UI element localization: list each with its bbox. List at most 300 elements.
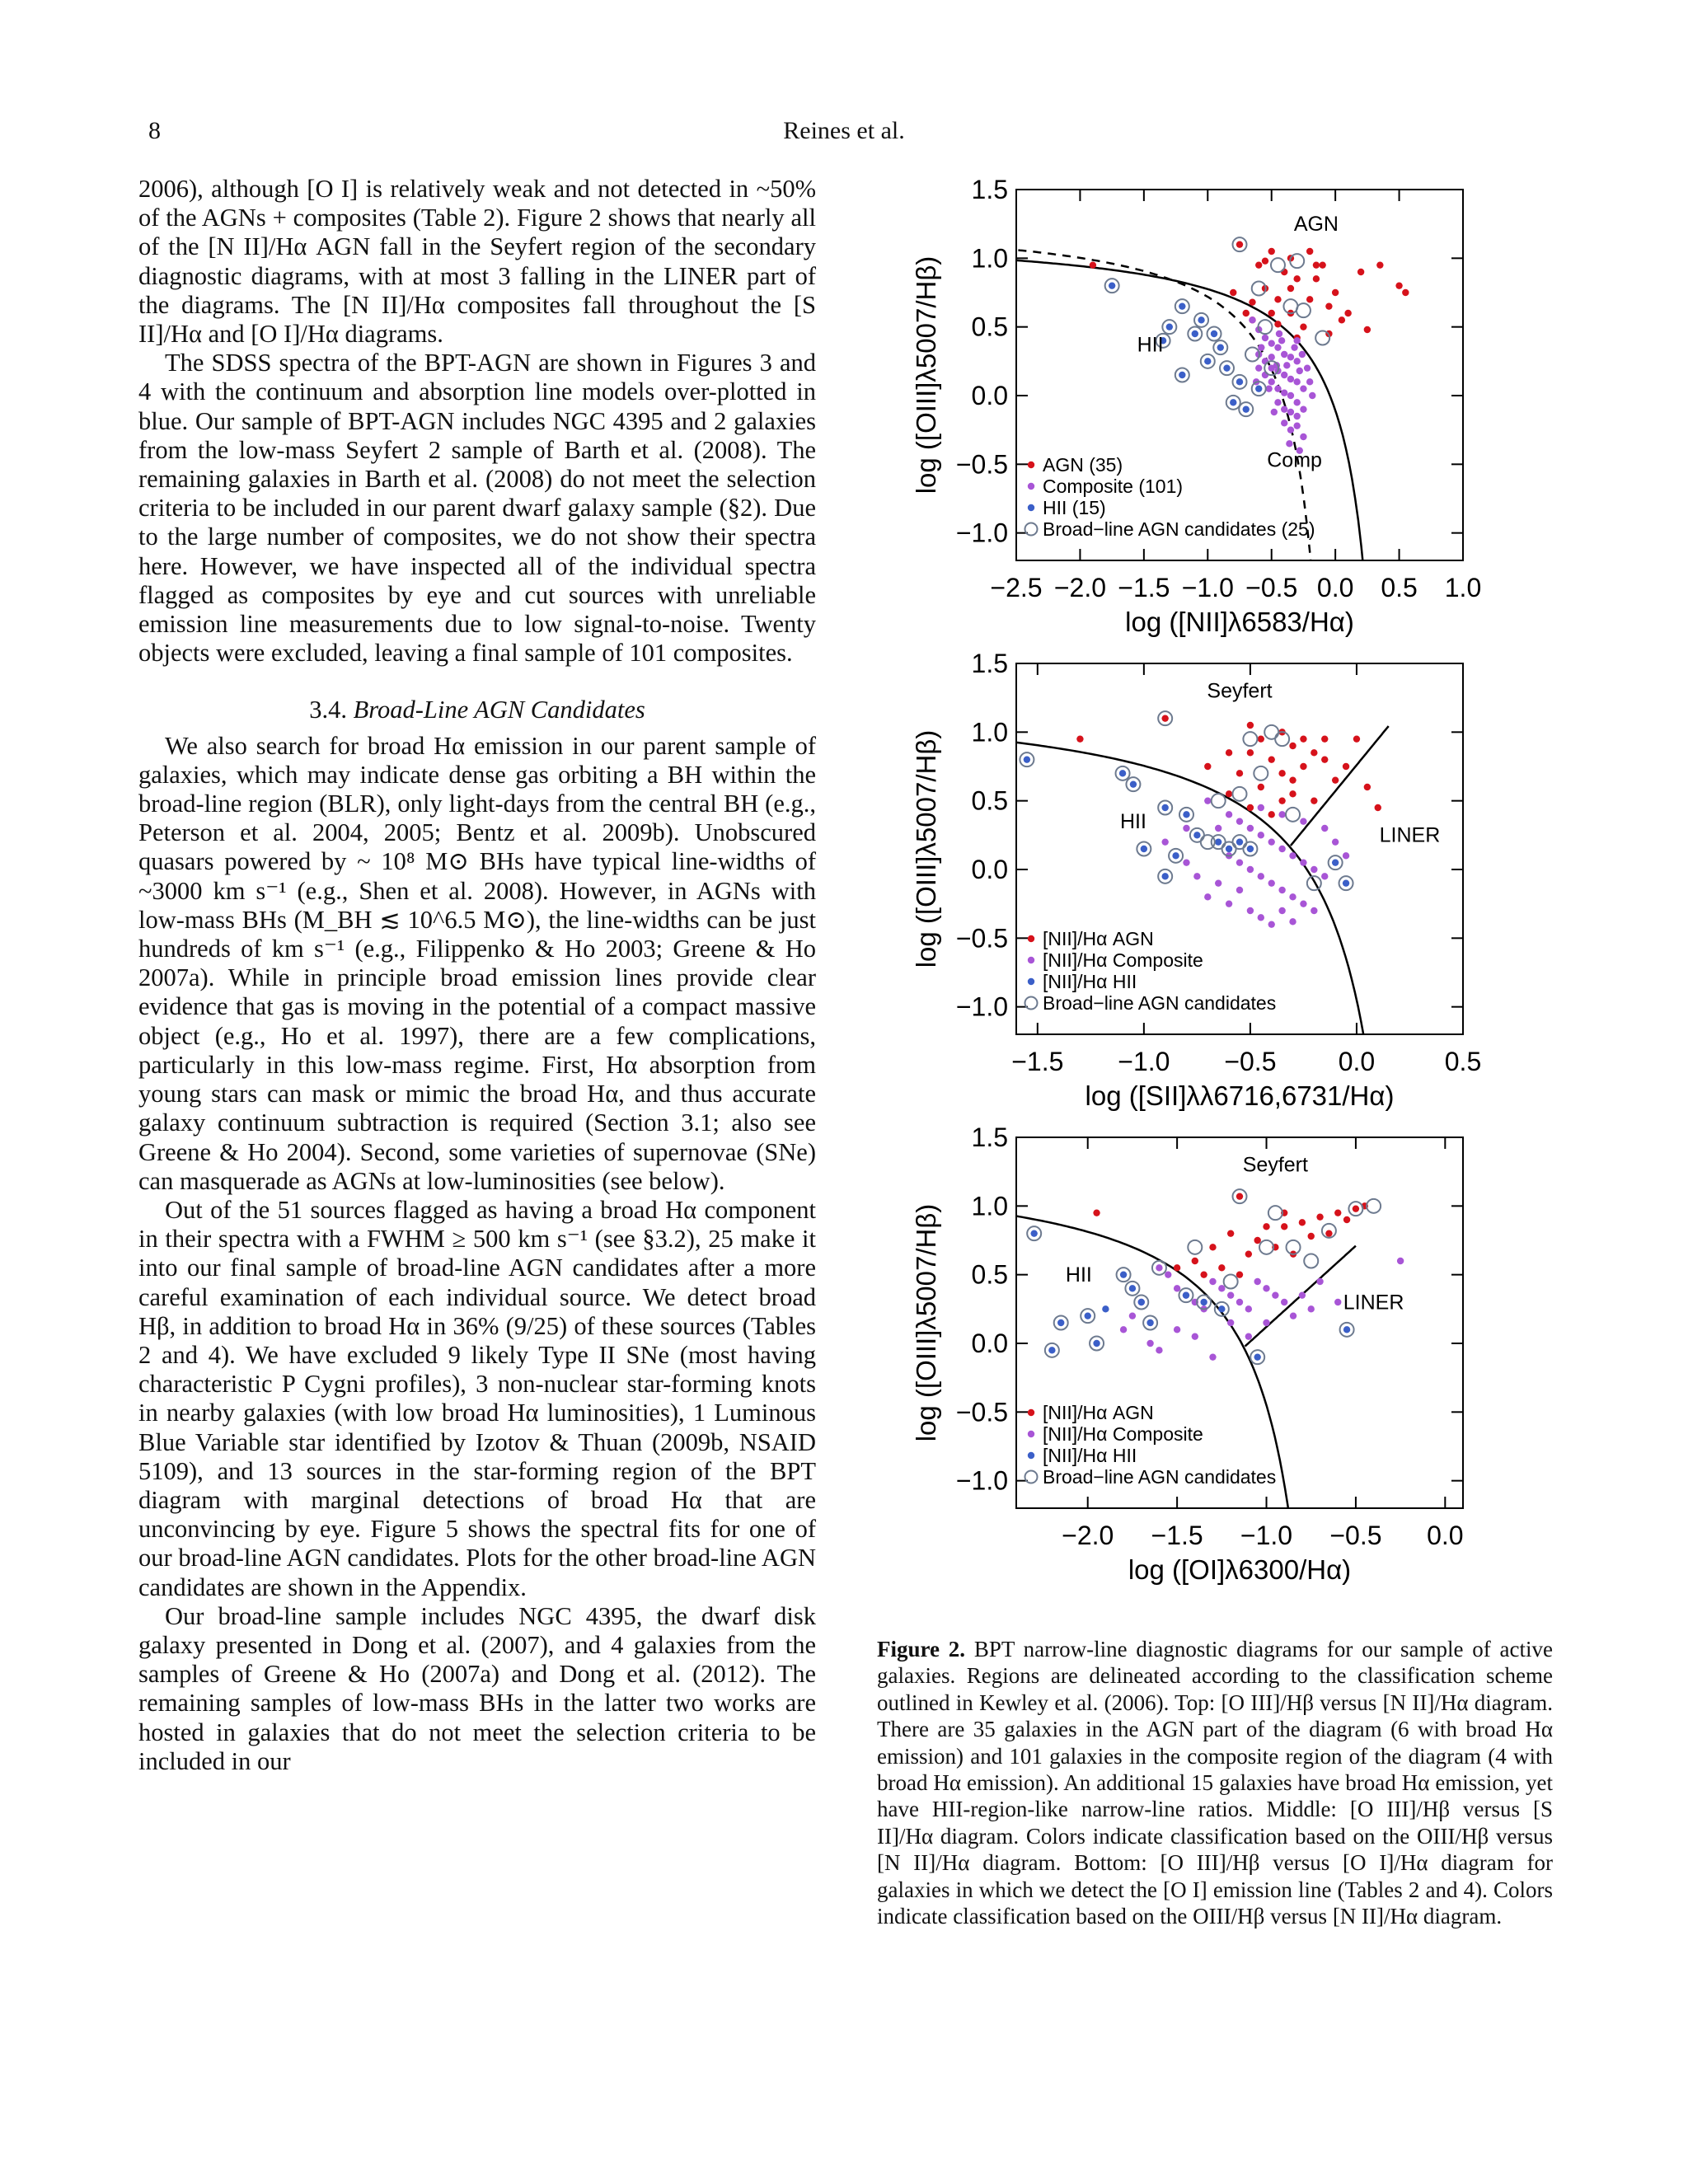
data-point-composite	[1263, 1285, 1269, 1291]
legend-marker	[1028, 935, 1034, 942]
legend-label: [NII]/Hα HII	[1043, 971, 1137, 992]
legend-marker	[1028, 1452, 1034, 1459]
y-tick-label: 0.0	[971, 1329, 1008, 1358]
data-point-hii	[1193, 832, 1200, 838]
data-point-composite	[1274, 399, 1281, 405]
data-point-composite	[1204, 797, 1211, 804]
data-point-agn	[1376, 261, 1383, 268]
data-point-composite	[1218, 1285, 1225, 1291]
paragraph-2: The SDSS spectra of the BPT-AGN are shown in Figures 3 and 4 with the continuum and absorption line models over-plotted in blue. Our sample of BPT-AGN includes NGC 4395 and 2 galaxies from the low-mass Seyfert 2 sample of Barth et al. (2008). The remaining galaxies in Barth et al. (2008) do not meet the selection criteria to be included in our parent dwarf galaxy sample (§2). Due to the large number of composites, we do not show their spectra here. However, we have inspected all of the individual spectra flagged as composites by eye and cut sources with unreliable emission line measurements due to low signal-to-noise. Twenty objects were excluded, leaving a final sample of 101 composites.	[138, 349, 816, 668]
data-point-composite	[1287, 354, 1294, 360]
data-point-composite	[1129, 1312, 1136, 1319]
data-point-composite	[1236, 887, 1243, 893]
data-point-hii	[1109, 282, 1115, 288]
data-point-composite	[1268, 378, 1275, 385]
data-point-hii	[1230, 399, 1236, 405]
data-point-composite	[1343, 852, 1349, 859]
data-point-composite	[1236, 818, 1243, 824]
running-header	[0, 117, 1688, 150]
data-point-agn	[1300, 735, 1306, 742]
data-point-composite	[1156, 1347, 1162, 1353]
data-point-agn	[1274, 296, 1281, 302]
y-tick-label: 1.0	[971, 1191, 1008, 1221]
data-point-agn	[1200, 1271, 1207, 1277]
data-point-hii	[1215, 838, 1221, 845]
data-point-composite	[1293, 413, 1300, 419]
data-point-agn	[1204, 763, 1211, 770]
data-point-composite	[1300, 859, 1306, 865]
data-point-composite	[1268, 879, 1275, 886]
data-point-hii	[1102, 1305, 1109, 1312]
data-point-agn	[1325, 302, 1332, 309]
data-point-composite	[1247, 907, 1254, 914]
data-point-hii	[1211, 330, 1217, 337]
data-point-composite	[1226, 811, 1232, 818]
data-point-agn	[1300, 323, 1306, 330]
data-point-agn	[1311, 797, 1317, 804]
data-point-composite	[1227, 1291, 1234, 1298]
x-tick-label: 0.0	[1338, 1047, 1376, 1076]
data-point-agn	[1278, 797, 1285, 804]
legend-label: [NII]/Hα HII	[1043, 1445, 1137, 1466]
data-point-broad-line	[1296, 303, 1311, 317]
data-point-agn	[1236, 1193, 1243, 1199]
data-point-composite	[1156, 1264, 1162, 1271]
data-point-hii	[1048, 1347, 1055, 1353]
data-point-composite	[1300, 405, 1306, 412]
data-point-broad-line	[1271, 258, 1285, 272]
y-tick-label: 0.5	[971, 785, 1008, 816]
legend-marker	[1028, 978, 1034, 985]
x-tick-label: 0.0	[1316, 573, 1354, 602]
data-point-agn	[1274, 321, 1281, 327]
x-tick-label: −1.0	[1118, 1047, 1170, 1076]
data-point-agn	[1254, 1237, 1260, 1244]
section-title: Broad-Line AGN Candidates	[353, 696, 645, 724]
data-point-composite	[1278, 846, 1285, 852]
data-point-hii	[1217, 344, 1224, 350]
data-point-composite	[1287, 409, 1294, 415]
data-point-agn	[1247, 722, 1254, 729]
data-point-composite	[1309, 392, 1315, 399]
data-point-agn	[1306, 248, 1313, 255]
data-point-composite	[1281, 389, 1287, 396]
x-tick-label: −0.5	[1329, 1521, 1382, 1550]
x-axis-label: log ([SII]λλ6716,6731/Hα)	[1085, 1080, 1395, 1111]
data-point-hii	[1093, 1340, 1100, 1347]
data-point-composite	[1165, 1271, 1171, 1277]
data-point-composite	[1289, 893, 1296, 900]
data-point-composite	[1274, 385, 1281, 391]
data-point-hii	[1226, 846, 1232, 852]
data-point-broad-line	[1243, 732, 1257, 746]
data-point-composite	[1281, 1299, 1287, 1305]
data-point-broad-line	[1233, 787, 1247, 801]
data-point-hii	[1343, 879, 1349, 886]
y-tick-label: −1.0	[955, 991, 1008, 1022]
data-point-composite	[1278, 907, 1285, 914]
data-point-composite	[1281, 419, 1287, 426]
data-point-composite	[1332, 838, 1339, 845]
data-point-broad-line	[1254, 766, 1268, 780]
y-axis-label: log ([OIII]λ5007/Hβ)	[911, 255, 941, 494]
legend-marker	[1025, 997, 1038, 1010]
x-tick-label: 0.5	[1381, 573, 1418, 602]
data-point-broad-line	[1264, 725, 1278, 739]
data-point-composite	[1306, 378, 1313, 385]
data-point-agn	[1300, 763, 1306, 770]
region-label: Seyfert	[1207, 679, 1273, 703]
data-point-composite	[1281, 351, 1287, 358]
data-point-composite	[1254, 1278, 1260, 1285]
data-point-hii	[1223, 364, 1230, 371]
legend-label: Composite (101)	[1043, 476, 1184, 497]
y-tick-label: 1.0	[971, 243, 1008, 274]
data-point-agn	[1289, 743, 1296, 749]
data-point-agn	[1076, 735, 1083, 742]
y-tick-label: −1.0	[955, 1465, 1008, 1496]
y-tick-label: 0.0	[971, 381, 1008, 410]
data-point-agn	[1319, 261, 1325, 268]
data-point-hii	[1166, 323, 1173, 330]
data-point-broad-line	[1367, 1199, 1381, 1213]
region-label: AGN	[1293, 213, 1339, 236]
running-title: Reines et al.	[783, 117, 905, 144]
data-point-composite	[1334, 1299, 1341, 1305]
data-point-composite	[1247, 866, 1254, 873]
data-point-agn	[1343, 763, 1349, 770]
legend-marker	[1028, 504, 1034, 511]
data-point-agn	[1243, 310, 1250, 316]
x-tick-label: −1.0	[1240, 1521, 1293, 1550]
data-point-hii	[1343, 1326, 1350, 1333]
data-point-hii	[1254, 1353, 1260, 1360]
data-point-composite	[1293, 337, 1300, 344]
legend-label: HII (15)	[1043, 497, 1106, 518]
data-point-agn	[1293, 275, 1300, 282]
legend-label: Broad−line AGN candidates	[1043, 992, 1277, 1014]
data-point-agn	[1209, 1244, 1216, 1250]
legend-label: [NII]/Hα Composite	[1043, 949, 1203, 971]
data-point-composite	[1258, 873, 1264, 879]
data-point-composite	[1293, 378, 1300, 385]
data-point-composite	[1258, 344, 1264, 350]
data-point-composite	[1255, 364, 1262, 371]
y-tick-label: −1.0	[955, 518, 1008, 548]
data-point-hii	[1255, 385, 1262, 391]
data-point-agn	[1236, 1271, 1243, 1277]
data-point-composite	[1316, 1278, 1323, 1285]
data-point-broad-line	[1188, 1240, 1202, 1254]
data-point-composite	[1204, 893, 1211, 900]
data-point-agn	[1311, 749, 1317, 756]
data-point-agn	[1258, 735, 1264, 742]
data-point-composite	[1263, 1319, 1269, 1326]
data-point-agn	[1268, 310, 1275, 316]
data-point-hii	[1247, 846, 1254, 852]
data-point-hii	[1198, 316, 1204, 323]
data-point-agn	[1268, 811, 1275, 818]
data-point-agn	[1281, 1223, 1287, 1230]
region-label: Comp	[1267, 448, 1322, 472]
data-point-composite	[1290, 1312, 1296, 1319]
data-point-hii	[1141, 846, 1147, 852]
x-tick-label: −1.5	[1118, 573, 1170, 602]
data-point-composite	[1291, 344, 1297, 350]
data-point-broad-line	[1307, 876, 1321, 890]
data-point-hii	[1057, 1319, 1064, 1326]
caption-text: BPT narrow-line diagnostic diagrams for our sample of active galaxies. Regions are delineated according to the classification scheme outlined in Kewley et al. (2006). Top: [O III]/Hβ versus [N II]/Hα diagram. There are 35 galaxies in the AGN part of the diagram (6 with broad Hα emission) and 101 galaxies in the composite region of the diagram (4 with broad Hα emission). An additional 15 galaxies have broad Hα emission, yet have HII-region-like narrow-line ratios. Middle: [O III]/Hβ versus [S II]/Hα diagram. Colors indicate classification based on the OIII/Hβ versus [N II]/Hα diagram. Bottom: [O III]/Hβ versus [O I]/Hα diagram for galaxies in which we detect the [O I] emission line (Tables 2 and 4). Colors indicate classification based on the OIII/Hβ versus [N II]/Hα diagram.	[877, 1637, 1554, 1929]
data-point-agn	[1308, 1233, 1315, 1240]
y-tick-label: −0.5	[955, 449, 1008, 480]
data-point-composite	[1268, 354, 1275, 360]
legend-marker	[1028, 462, 1034, 468]
x-tick-label: −2.0	[1053, 573, 1107, 602]
legend-marker	[1028, 483, 1034, 490]
bpt-panel-3	[911, 1122, 1464, 1595]
data-point-composite	[1258, 804, 1264, 811]
data-point-composite	[1281, 372, 1287, 378]
y-tick-label: 1.5	[971, 649, 1008, 678]
y-tick-label: 1.5	[971, 1122, 1008, 1152]
data-point-hii	[1192, 330, 1198, 337]
data-point-composite	[1278, 811, 1285, 818]
data-point-composite	[1247, 825, 1254, 832]
legend-marker	[1025, 523, 1038, 536]
data-point-agn	[1227, 1230, 1234, 1236]
figure-caption	[877, 1636, 1553, 1929]
data-point-hii	[1218, 1305, 1225, 1312]
data-point-agn	[1268, 756, 1275, 762]
data-point-composite	[1215, 825, 1221, 832]
data-point-composite	[1262, 335, 1268, 341]
data-point-hii	[1200, 1299, 1207, 1305]
data-point-composite	[1278, 887, 1285, 893]
legend-label: AGN (35)	[1043, 454, 1123, 476]
x-tick-label: −2.5	[990, 573, 1043, 602]
data-point-hii	[1146, 1319, 1153, 1326]
region-label: LINER	[1343, 1291, 1404, 1315]
data-point-agn	[1090, 261, 1096, 268]
data-point-composite	[1268, 921, 1275, 927]
data-point-composite	[1272, 1291, 1278, 1298]
legend-marker	[1025, 1471, 1038, 1483]
section-heading	[138, 696, 816, 724]
data-point-composite	[1300, 900, 1306, 907]
data-point-hii	[1120, 1271, 1127, 1277]
data-point-composite	[1193, 873, 1200, 879]
y-tick-label: −0.5	[955, 923, 1008, 954]
data-point-agn	[1402, 289, 1409, 296]
x-axis-label: log ([OI]λ6300/Hα)	[1128, 1554, 1352, 1585]
data-point-composite	[1321, 825, 1328, 832]
legend-marker	[1028, 957, 1034, 963]
kauffmann-line	[1004, 249, 1332, 1265]
data-point-hii	[1130, 780, 1137, 787]
data-point-agn	[1192, 1258, 1198, 1264]
data-point-agn	[1332, 289, 1339, 296]
data-point-composite	[1299, 351, 1306, 358]
legend-label: Broad−line AGN candidates (25)	[1043, 518, 1315, 540]
paragraph-5: Our broad-line sample includes NGC 4395, the dwarf disk galaxy presented in Dong et al. (2007), and 4 galaxies from the samples of Greene & Ho (2007a) and Dong et al. (2012). The remaining samples of low-mass BHs in the latter two works are hosted in galaxies that do not meet the selection criteria to be included in our	[138, 1601, 816, 1775]
data-point-composite	[1300, 434, 1306, 440]
x-tick-label: −1.5	[1011, 1047, 1064, 1076]
region-label: HII	[1065, 1263, 1092, 1286]
data-point-agn	[1247, 749, 1254, 756]
data-point-composite	[1226, 900, 1232, 907]
data-point-composite	[1209, 1278, 1216, 1285]
data-point-composite	[1286, 440, 1292, 447]
data-point-hii	[1243, 405, 1250, 412]
data-point-composite	[1397, 1258, 1404, 1264]
data-point-composite	[1120, 1326, 1127, 1333]
data-point-agn	[1364, 326, 1371, 333]
data-point-composite	[1192, 1333, 1198, 1339]
data-point-agn	[1395, 282, 1402, 288]
data-point-hii	[1179, 302, 1185, 309]
data-point-agn	[1255, 261, 1262, 268]
data-point-hii	[1030, 1230, 1037, 1236]
section-number: 3.4.	[309, 696, 347, 724]
legend-label: [NII]/Hα AGN	[1043, 1402, 1154, 1423]
data-point-agn	[1258, 784, 1264, 790]
data-point-composite	[1274, 344, 1281, 350]
data-point-composite	[1308, 1305, 1315, 1312]
legend-marker	[1028, 1431, 1034, 1437]
x-tick-label: −0.5	[1245, 573, 1298, 602]
data-point-broad-line	[1259, 1240, 1273, 1254]
data-point-composite	[1287, 426, 1294, 433]
x-tick-label: −0.5	[1224, 1047, 1277, 1076]
data-point-composite	[1287, 376, 1294, 382]
data-point-agn	[1353, 1205, 1359, 1212]
data-point-composite	[1258, 914, 1264, 921]
data-point-agn	[1247, 804, 1254, 811]
data-point-broad-line	[1224, 1275, 1238, 1289]
bpt-panel-2	[911, 649, 1481, 1111]
legend-label: [NII]/Hα AGN	[1043, 928, 1154, 949]
y-axis-label: log ([OIII]λ5007/Hβ)	[911, 1203, 941, 1442]
legend-marker	[1028, 1409, 1034, 1416]
data-point-composite	[1304, 364, 1311, 371]
data-point-composite	[1299, 1291, 1306, 1298]
data-point-agn	[1316, 1213, 1323, 1220]
data-point-composite	[1183, 859, 1189, 865]
data-point-composite	[1236, 1299, 1243, 1305]
data-point-agn	[1289, 776, 1296, 783]
data-point-broad-line	[1315, 331, 1329, 345]
data-point-agn	[1289, 790, 1296, 797]
data-point-agn	[1161, 715, 1168, 721]
data-point-composite	[1293, 399, 1300, 405]
data-point-composite	[1289, 918, 1296, 925]
data-point-hii	[1183, 1291, 1189, 1298]
data-point-agn	[1339, 316, 1345, 323]
data-point-composite	[1146, 1340, 1153, 1347]
x-tick-label: −1.0	[1181, 573, 1234, 602]
data-point-agn	[1299, 1219, 1306, 1226]
data-point-composite	[1311, 907, 1317, 914]
data-point-agn	[1226, 790, 1232, 797]
data-point-agn	[1332, 776, 1339, 783]
data-point-composite	[1249, 316, 1255, 323]
data-point-composite	[1268, 340, 1275, 346]
data-point-hii	[1119, 770, 1126, 776]
data-point-broad-line	[1212, 794, 1226, 808]
data-point-composite	[1236, 859, 1243, 865]
data-point-composite	[1293, 358, 1300, 364]
data-point-composite	[1258, 832, 1264, 838]
paragraph-1: 2006), although [O I] is relatively weak and not detected in ~50% of the AGNs + composites (Table 2). Figure 2 shows that nearly all of the [N II]/Hα AGN fall in the Seyfert region of the secondary diagnostic diagrams, with at most 3 falling in the LINER part of the diagrams. The [N II]/Hα composites fall throughout the [S II]/Hα and [O I]/Hα diagrams.	[138, 175, 816, 349]
data-point-composite	[1161, 838, 1168, 845]
data-point-composite	[1311, 866, 1317, 873]
legend-label: [NII]/Hα Composite	[1043, 1423, 1203, 1445]
data-point-hii	[1204, 358, 1211, 364]
data-point-composite	[1209, 1353, 1216, 1360]
data-point-composite	[1215, 879, 1221, 886]
data-point-hii	[1085, 1312, 1091, 1319]
data-point-agn	[1343, 1216, 1350, 1223]
y-axis-label: log ([OIII]λ5007/Hβ)	[911, 729, 941, 968]
data-point-composite	[1276, 330, 1282, 337]
data-point-hii	[1129, 1285, 1136, 1291]
data-point-composite	[1287, 392, 1294, 399]
data-point-agn	[1236, 770, 1243, 776]
data-point-agn	[1245, 1250, 1252, 1257]
y-tick-label: −0.5	[955, 1397, 1008, 1427]
paragraph-3: We also search for broad Hα emission in our parent sample of galaxies, which may indicate dense gas orbiting a BH within the broad-line region (BLR), only light-days from the central BH (e.g., Peterson et al. 2004, 2005; Bentz et al. 2009b). Unobscured quasars powered by ~ 10⁸ M⊙ BHs have typical line-widths of ~3000 km s⁻¹ (e.g., Shen et al. 2008). However, in AGNs with low-mass BHs (M_BH ≲ 10^6.5 M⊙), the line-widths can be just hundreds of km s⁻¹ (e.g., Filippenko & Ho 2003; Greene & Ho 2007a). While in principle broad emission lines provide clear evidence that gas is moving in the potential of a compact massive object (e.g., Ho et al. 1997), there are a few complications, particularly in this low-mass regime. First, Hα absorption from young stars can mask or mimic the broad Hα, and thus accurate galaxy continuum subtraction is required (Section 3.1; also see Greene & Ho 2004). Second, some varieties of supernovae (SNe) can masquerade as AGNs at low-luminosities (see below).	[138, 731, 816, 1195]
y-tick-label: 0.5	[971, 312, 1008, 342]
region-label: HII	[1119, 810, 1146, 833]
data-point-agn	[1353, 735, 1360, 742]
data-point-agn	[1306, 296, 1313, 302]
x-tick-label: −2.0	[1062, 1521, 1114, 1550]
data-point-composite	[1183, 825, 1189, 832]
region-label: HII	[1137, 333, 1164, 357]
caption-label: Figure 2.	[877, 1637, 966, 1661]
data-point-hii	[1332, 859, 1339, 865]
data-point-agn	[1263, 1223, 1269, 1230]
data-point-agn	[1268, 248, 1275, 255]
x-tick-label: −1.5	[1151, 1521, 1203, 1550]
left-column	[138, 175, 816, 1776]
data-point-hii	[1172, 852, 1179, 859]
data-point-agn	[1364, 784, 1371, 790]
data-point-composite	[1300, 818, 1306, 824]
data-point-composite	[1174, 1285, 1180, 1291]
data-point-agn	[1321, 735, 1328, 742]
data-point-composite	[1293, 422, 1300, 429]
seyfert-liner-line	[1291, 726, 1389, 846]
x-tick-label: 1.0	[1444, 573, 1482, 602]
data-point-agn	[1313, 275, 1320, 282]
region-label: LINER	[1379, 823, 1441, 847]
data-point-agn	[1325, 1230, 1332, 1236]
data-point-composite	[1245, 1333, 1252, 1339]
data-point-composite	[1271, 409, 1278, 415]
x-tick-label: 0.0	[1427, 1521, 1464, 1550]
y-tick-label: 1.5	[971, 175, 1008, 204]
data-point-agn	[1357, 269, 1364, 275]
data-point-hii	[1179, 372, 1185, 378]
data-point-agn	[1230, 289, 1236, 296]
data-point-composite	[1321, 873, 1328, 879]
data-point-agn	[1375, 804, 1381, 811]
data-point-composite	[1296, 368, 1303, 374]
paragraph-4: Out of the 51 sources flagged as having a broad Hα component in their spectra with a FWHM ≥ 500 km s⁻¹ (see §3.2), 25 make it into our final sample of broad-line AGN candidates after a more careful examination of each individual source. We detect broad Hβ, in addition to broad Hα in 36% (9/25) of these sources (Tables 2 and 4). We have excluded 9 likely Type II SNe (most having characteristic P Cygni profiles), 3 non-nuclear star-forming knots in nearby galaxies (with low broad Hα luminosities), 1 Luminous Blue Variable star identified by Izotov & Thuan (2009b, NSAID 5109), and 13 sources in the star-forming region of the BPT diagram with marginal detections of broad Hα that are unconvincing by eye. Figure 5 shows the spectral fits for one of our broad-line AGN candidates. Plots for the other broad-line AGN candidates are shown in the Appendix.	[138, 1195, 816, 1601]
figure-2	[903, 169, 1578, 1595]
data-point-composite	[1278, 337, 1285, 344]
